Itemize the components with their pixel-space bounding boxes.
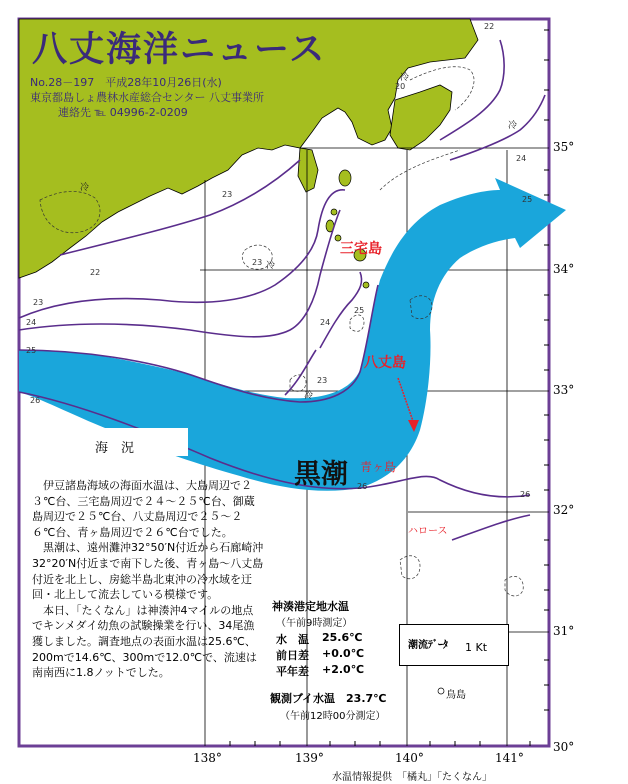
current-legend-value: 1 Kt [465, 641, 488, 654]
iso-label-25-west: 25 [26, 346, 37, 355]
iso-label-22-north: 22 [484, 22, 495, 31]
cold-label-north: 冷 [400, 73, 410, 83]
island-torishima [438, 688, 444, 694]
cold-label-center: 冷 [266, 261, 276, 271]
iso-label-23-west: 23 [33, 298, 44, 307]
isotherm-south [452, 515, 530, 540]
tide-station-subtitle: （午前9時測定） [276, 618, 353, 629]
lat-30: 30° [553, 740, 575, 754]
contact-line: 連絡先 ℡ 04996-2-0209 [58, 106, 188, 119]
cold-label-south: 冷 [304, 391, 314, 401]
label-miyake: 三宅島 [340, 241, 382, 257]
cold-label-west: 冷 [80, 183, 90, 193]
iso-label-25-east: 25 [522, 195, 533, 204]
iso-label-24-east: 24 [516, 154, 527, 163]
isotherm-25-east [450, 95, 545, 160]
iso-label-23-center: 23 [252, 258, 263, 267]
lon-140: 140° [395, 751, 424, 765]
lon-141: 141° [495, 751, 524, 765]
tide-row-temp-label: 水 温 [276, 633, 309, 646]
tide-row-normal-value: +2.0℃ [322, 663, 365, 676]
label-harrows: ハロース [408, 526, 448, 537]
tide-station-title: 神湊港定地水温 [272, 600, 349, 613]
island-mikura [363, 282, 369, 288]
iso-label-26-south: 26 [357, 482, 368, 491]
iso-label-24-center: 24 [320, 318, 331, 327]
iso-label-22: 22 [90, 268, 101, 277]
iso-label-25-center: 25 [354, 306, 365, 315]
paragraph-sea-temps: 伊豆諸島海域の海面水温は、大島周辺で２３℃台、三宅島周辺で２４～２５℃台、御蔵島周辺で２５℃台、八丈島周辺で２５～２６℃台、青ヶ島周辺で２６℃台でした。 [32, 479, 255, 539]
lat-32: 32° [553, 503, 575, 517]
sea-conditions-title: 海 況 [95, 441, 135, 456]
paragraph-kuroshio: 黒潮は、遠州灘沖32°50′N付近から石廊崎沖32°20′N付近まで南下した後、青ヶ島～八丈島付近を北上し、房総半島北東沖の冷水域を迂回・北上して流去している模様です。 [32, 541, 264, 602]
island-toshima [331, 209, 337, 215]
lat-34: 34° [553, 262, 575, 276]
lon-139: 139° [295, 751, 324, 765]
org-line: 東京都島しょ農林水産総合センター 八丈事業所 [30, 91, 265, 104]
buoy-subtitle: （午前12時00分測定） [280, 711, 386, 722]
iso-label-24-west: 24 [26, 318, 37, 327]
issue-line: No.28－197 平成28年10月26日(水) [30, 76, 222, 89]
cold-label-east: 冷 [508, 121, 518, 131]
label-aogashima: 青ヶ島 [360, 460, 397, 474]
iso-label-26-west: 26 [30, 396, 41, 405]
iso-label-23-north: 23 [222, 190, 233, 199]
tide-row-temp-value: 25.6℃ [322, 631, 363, 644]
label-hachijo: 八丈島 [364, 355, 406, 371]
tide-row-prevday-label: 前日差 [276, 649, 309, 662]
label-torishima: 鳥島 [446, 690, 466, 701]
iso-label-23-south: 23 [317, 376, 328, 385]
land-boso [390, 85, 452, 150]
paragraph-survey: 本日、「たくなん」は神湊沖4マイルの地点でキンメダイ幼魚の試験操業を行い、34尾漁獲しました。調査地点の表面水温は25.6℃、200mで14.6℃、300mで12.0℃で、流速は南南西に1.8ノットでした。 [32, 603, 257, 680]
lat-35: 35° [553, 140, 575, 154]
page-title: 八丈海洋ニュース [32, 29, 327, 70]
lat-33: 33° [553, 383, 575, 397]
tide-row-prevday-value: +0.0℃ [322, 647, 365, 660]
current-legend-label: 潮流ﾃﾞｰﾀ [408, 640, 448, 651]
label-kuroshio: 黒潮 [294, 459, 348, 490]
sea-conditions-text [32, 478, 264, 681]
land-izu [298, 148, 318, 192]
lat-31: 31° [553, 624, 575, 638]
data-source-footer: 水温情報提供 「橘丸」「たくなん」 [332, 772, 492, 783]
lon-138: 138° [193, 751, 222, 765]
tide-row-normal-label: 平年差 [276, 665, 309, 678]
iso-label-20: 20 [395, 82, 406, 91]
island-oshima [339, 170, 351, 186]
iso-label-26-east: 26 [520, 490, 531, 499]
buoy-temp: 観測ブイ水温 23.7℃ [270, 692, 387, 705]
